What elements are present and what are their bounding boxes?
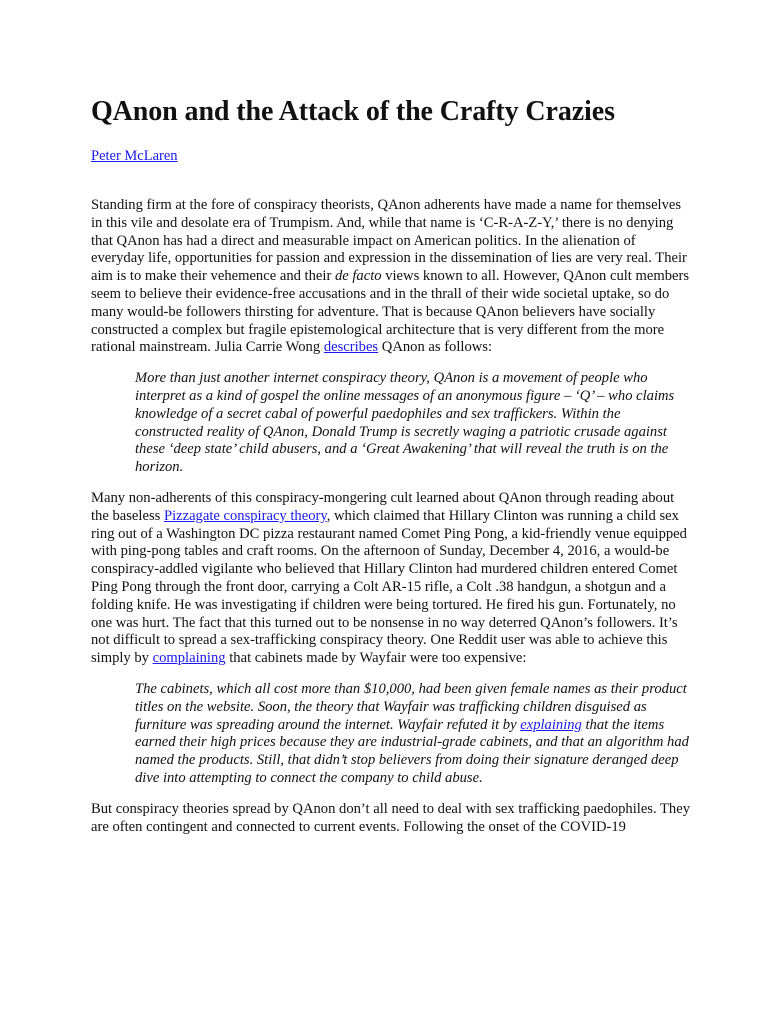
blockquote-qanon-definition: More than just another internet conspiracy theory, QAnon is a movement of people who interpret as a kind of gospel the online messages of an anonymous figure – ‘Q’ – who claims knowledge of a secret cabal of powerful paedophiles and sex traffickers. Within the constructed reality of QAnon, Donald Trump is secretly waging a patriotic crusade against these ‘deep state’ child abusers, and a ‘Great Awakening’ that will reveal the truth is on the horizon. — [135, 370, 675, 476]
blockquote-wayfair — [135, 681, 691, 788]
blockquote-wayfair-start: The cabinets, which all cost more than $10,000, had been given female names as their product titles on the website. Soon, the theory that Wayfair was trafficking children disguised as furniture was spreading around the internet. Wayfair refuted it by — [135, 680, 687, 733]
emphasis-de-facto: de facto — [334, 268, 382, 285]
author-link[interactable]: Peter McLaren — [91, 148, 178, 164]
paragraph-intro — [91, 197, 691, 357]
pizzagate-link[interactable]: Pizzagate conspiracy theory — [163, 507, 327, 524]
paragraph-intro-text-cont: views known to all. However, QAnon cult members seem to believe their evidence-free accusations and in the thrall of their wide societal uptake, so do many would-be followers thirsting for adventure. That is because QAnon believers have socially constructed a complex but fragile epistemological architecture that is very different from the more rational mainstream. Julia Carrie Wong — [91, 268, 690, 356]
paragraph-pizzagate — [91, 490, 691, 668]
paragraph-intro-end: QAnon as follows: — [378, 339, 493, 356]
article — [91, 92, 691, 836]
paragraph-pizzagate-end: that cabinets made by Wayfair were too expensive: — [225, 650, 527, 667]
explaining-link[interactable]: explaining — [520, 716, 582, 733]
complaining-link[interactable]: complaining — [152, 650, 226, 667]
paragraph-pizzagate-start: Many non-adherents of this conspiracy-mongering cult learned about QAnon through reading about the baseless — [91, 489, 675, 524]
paragraph-intro-text: Standing firm at the fore of conspiracy theorists, QAnon adherents have made a name for themselves in this vile and desolate era of Trumpism. And, while that name is ‘C-R-A-Z-Y,’ there is no denying that QAnon has had a direct and measurable impact on American politics. In the alienation of everyday life, opportunities for passion and expression in the dissemination of lies are very real. Their aim is to make their vehemence and their — [91, 197, 687, 285]
blockquote-wayfair-end: that the items earned their high prices because they are industrial-grade cabinets, and that an algorithm had named the products. Still, that didn’t stop believers from doing their signature deranged deep dive into attempting to connect the company to child abuse. — [135, 716, 689, 786]
paragraph-covid: But conspiracy theories spread by QAnon don’t all need to deal with sex trafficking paedophiles. They are often contingent and connected to current events. Following the onset of the COVID-19 — [91, 800, 691, 835]
paragraph-pizzagate-middle: , which claimed that Hillary Clinton was running a child sex ring out of a Washington DC pizza restaurant named Comet Ping Pong, a kid-friendly venue equipped with ping-pong tables and craft rooms. On the afternoon of Sunday, December 4, 2016, a would-be conspiracy-addled vigilante who believed that Hillary Clinton had murdered children entered Comet Ping Pong through the front door, carrying a Colt AR-15 rifle, a Colt .38 handgun, a shotgun and a folding knife. He was investigating if children were being tortured. He fired his gun. Fortunately, no one was hurt. The fact that this turned out to be nonsense in no way deterred QAnon’s followers. It’s not difficult to spread a sex-trafficking conspiracy theory. One Reddit user was able to achieve this simply by — [91, 507, 687, 667]
article-title: QAnon and the Attack of the Crafty Crazies — [91, 96, 615, 127]
describes-link[interactable]: describes — [323, 339, 379, 356]
